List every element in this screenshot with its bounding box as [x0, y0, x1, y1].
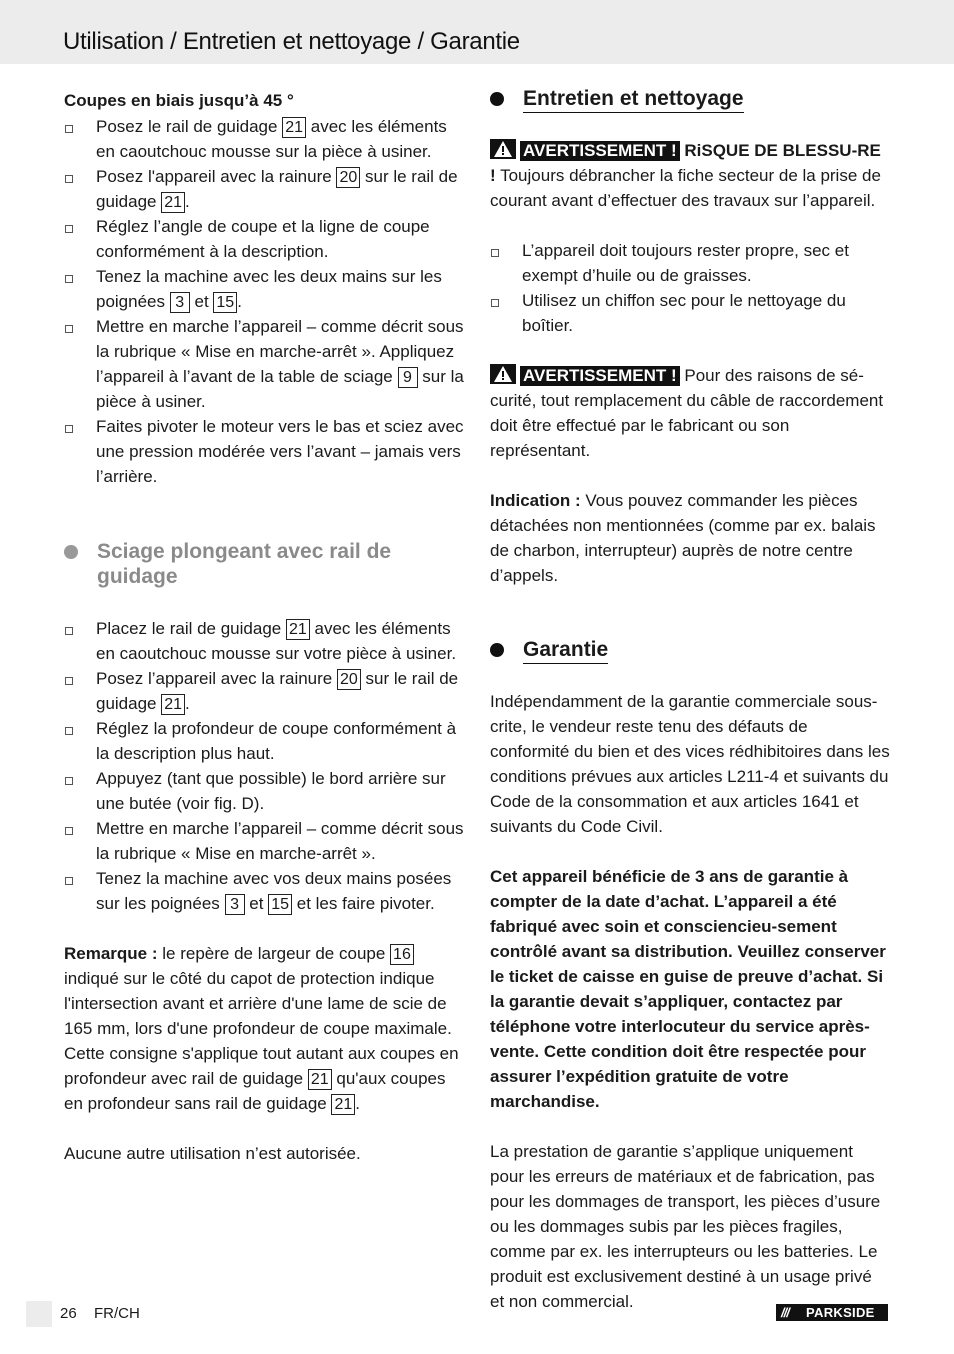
subheading-biais: Coupes en biais jusqu’à 45 ° [64, 91, 294, 110]
list-item: Utilisez un chiffon sec pour le nettoyage du boîtier. [490, 288, 890, 338]
bullet-dot-icon [490, 643, 504, 657]
warning-triangle-icon [490, 364, 516, 384]
list-item: L’appareil doit toujours rester propre, sec et exempt d’huile ou de graisses. [490, 238, 890, 288]
list-item: Posez l'appareil avec la rainure 20 sur le rail de guidage 21 . [64, 164, 464, 214]
warning-triangle-icon [490, 139, 516, 159]
section-heading: Entretien et nettoyage [523, 86, 744, 113]
list-item: Tenez la machine avec vos deux mains posées sur les poignées 3 et 15 et les faire pivoter. [64, 866, 464, 916]
warning-label: AVERTISSEMENT ! [520, 366, 680, 386]
page-number: 26 [60, 1305, 77, 1322]
warning-paragraph-2: AVERTISSEMENT ! Pour des raisons de sé-curité, tout remplacement du câble de raccordement doit être effectué par le fabricant ou son représentant. [490, 366, 884, 460]
section-sciage-plongeant [64, 539, 464, 589]
page-header [0, 0, 954, 64]
list-item: Posez l’appareil avec la rainure 20 sur le rail de guidage 21 . [64, 666, 464, 716]
language-code: FR/CH [94, 1305, 140, 1322]
list-item: Mettre en marche l’appareil – comme décrit sous la rubrique « Mise en marche-arrêt ». Appliquez l’appareil à l’avant de la table de sciage 9 sur la pièce à usiner. [64, 314, 464, 414]
list-item: Appuyez (tant que possible) le bord arrière sur une butée (voir fig. D). [64, 766, 464, 816]
list-item: Posez le rail de guidage 21 avec les éléments en caoutchouc mousse sur la pièce à usiner. [64, 114, 464, 164]
ref-number: 21 [308, 1069, 332, 1090]
list-item: Tenez la machine avec les deux mains sur les poignées 3 et 15 . [64, 264, 464, 314]
brand-stripes: /// [781, 1305, 789, 1320]
ref-number: 21 [286, 619, 310, 640]
garantie-paragraph-bold: Cet appareil bénéficie de 3 ans de garantie à compter de la date d’achat. L’appareil a été fabriqué avec soin et consciencieu-sement contrôlé avant sa distribution. Veuillez conserver le ticket de caisse en guise de preuve d’achat. Si la garantie devait s’appliquer, contactez par téléphone votre interlocuteur du service après-vente. Cette condition doit être respectée pour assurer l’expédition gratuite de votre marchandise. [490, 867, 886, 1111]
bullet-dot-icon [490, 92, 504, 106]
list-biais [64, 114, 464, 489]
ref-number: 21 [161, 192, 185, 213]
ref-number: 20 [336, 167, 360, 188]
list-item: Réglez l’angle de coupe et la ligne de coupe conformément à la description. [64, 214, 464, 264]
list-entretien [490, 238, 890, 338]
warning-label: AVERTISSEMENT ! [520, 141, 680, 161]
brand-name: PARKSIDE [806, 1305, 875, 1320]
list-item: Placez le rail de guidage 21 avec les éléments en caoutchouc mousse sur votre pièce à usiner. [64, 616, 464, 666]
section-entretien [490, 86, 890, 113]
list-item: Faites pivoter le moteur vers le bas et sciez avec une pression modérée vers l’avant – jamais vers l’arrière. [64, 414, 464, 489]
section-garantie [490, 637, 890, 664]
garantie-paragraph-3: La prestation de garantie s’applique uniquement pour les erreurs de matériaux et de fabrication, pas pour les dommages de transport, les pièces d’usure ou les dommages subis par les pièces fragiles, comme par ex. les interrupteurs ou les batteries. Le produit est exclusivement destiné à un usage privé et non commercial. [490, 1142, 881, 1311]
list-sciage [64, 616, 464, 916]
ref-number: 3 [225, 894, 245, 915]
footer-marker [26, 1301, 52, 1327]
brand-logo [776, 1304, 888, 1321]
list-item: Mettre en marche l’appareil – comme décrit sous la rubrique « Mise en marche-arrêt ». [64, 816, 464, 866]
ref-number: 21 [161, 694, 185, 715]
garantie-paragraph-1: Indépendamment de la garantie commerciale sous-crite, le vendeur reste tenu des défauts de conformité du bien et des vices rédhibitoires dans les conditions prévues aux articles L211-4 et suivants du Code de la consommation et aux articles 1641 et suivants du Code Civil. [490, 692, 890, 836]
ref-number: 15 [213, 292, 237, 313]
page-title: Utilisation / Entretien et nettoyage / Garantie [63, 28, 520, 55]
warning-paragraph-1: AVERTISSEMENT ! RiSQUE DE BLESSU-RE ! Toujours débrancher la fiche secteur de la prise de courant avant d’effectuer des travaux sur l’appareil. [490, 141, 881, 210]
ref-number: 16 [390, 944, 414, 965]
ref-number: 3 [170, 292, 190, 313]
indication-paragraph: Indication : Vous pouvez commander les pièces détachées non mentionnées (comme par ex. balais de charbon, interrupteur) auprès de notre centre d’appels. [490, 491, 876, 585]
section-heading: Sciage plongeant avec rail de guidage [97, 540, 392, 588]
ref-number: 15 [268, 894, 292, 915]
right-column [490, 86, 890, 1314]
list-item: Réglez la profondeur de coupe conformément à la description plus haut. [64, 716, 464, 766]
ref-number: 20 [337, 669, 361, 690]
ref-number: 9 [398, 367, 418, 388]
ref-number: 21 [282, 117, 306, 138]
remarque-paragraph: Remarque : le repère de largeur de coupe 16 indiqué sur le côté du capot de protection indique l'intersection avant et arrière d'une lame de scie de 165 mm, lors d'une profondeur de coupe maximale. Cette consigne s'applique tout autant aux coupes en profondeur avec rail de guidage 21 qu'aux coupes en profondeur sans rail de guidage 21 . [64, 944, 459, 1113]
ref-number: 21 [331, 1094, 355, 1115]
bullet-dot-icon [64, 545, 78, 559]
aucune-paragraph: Aucune autre utilisation n’est autorisée. [64, 1144, 361, 1163]
section-heading: Garantie [523, 637, 608, 664]
left-column [64, 86, 464, 1166]
